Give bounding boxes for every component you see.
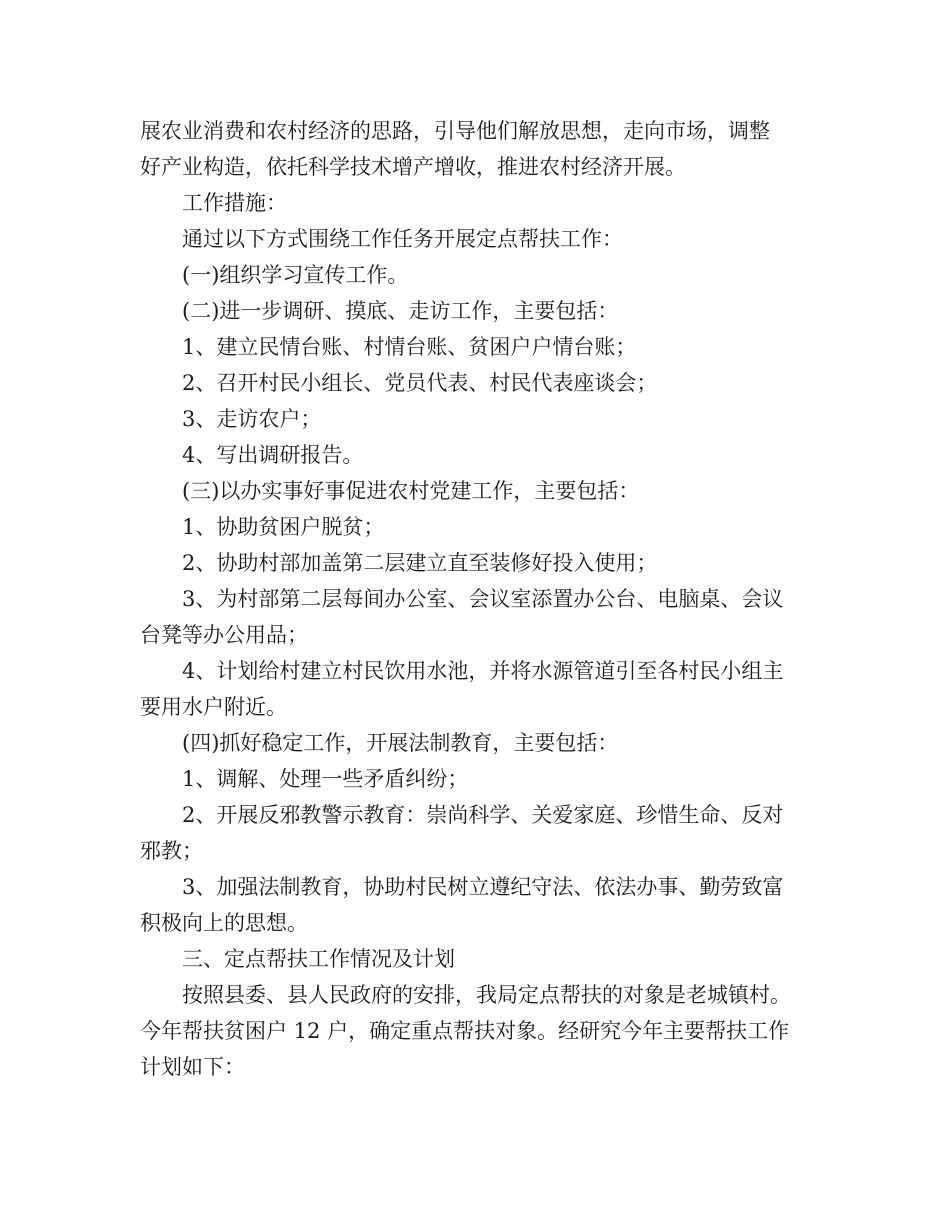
text-line-12: 1、协助贫困户脱贫；: [182, 515, 385, 539]
text-line-22: 3、加强法制教育，协助村民树立遵纪守法、依法办事、勤劳致富: [182, 875, 784, 899]
text-line-4: 通过以下方式围绕工作任务开展定点帮扶工作：: [182, 227, 623, 251]
text-line-3: 工作措施：: [182, 191, 287, 215]
text-line-8: 2、召开村民小组长、党员代表、村民代表座谈会；: [182, 371, 658, 395]
text-line-20: 2、开展反邪教警示教育：崇尚科学、关爱家庭、珍惜生命、反对: [182, 803, 784, 827]
text-line-5: (一)组织学习宣传工作。: [182, 263, 409, 287]
document-body: [140, 113, 820, 1085]
text-line-27: 计划如下：: [140, 1055, 245, 1079]
text-line-7: 1、建立民情台账、村情台账、贫困户户情台账；: [182, 335, 637, 359]
text-line-23: 积极向上的思想。: [140, 911, 308, 935]
text-line-2: 好产业构造，依托科学技术增产增收，推进农村经济开展。: [140, 155, 686, 179]
text-line-14: 3、为村部第二层每间办公室、会议室添置办公台、电脑桌、会议: [182, 587, 784, 611]
text-line-16: 4、计划给村建立村民饮用水池，并将水源管道引至各村民小组主: [182, 659, 784, 683]
text-line-11: (三)以办实事好事促进农村党建工作，主要包括：: [182, 479, 640, 503]
text-line-17: 要用水户附近。: [140, 695, 287, 719]
text-line-26: 今年帮扶贫困户 12 户，确定重点帮扶对象。经研究今年主要帮扶工作: [140, 1019, 790, 1043]
text-line-25: 按照县委、县人民政府的安排，我局定点帮扶的对象是老城镇村。: [182, 983, 791, 1007]
text-line-1: 展农业消费和农村经济的思路，引导他们解放思想，走向市场，调整: [140, 119, 770, 143]
text-line-15: 台凳等办公用品；: [140, 623, 308, 647]
text-line-19: 1、调解、处理一些矛盾纠纷；: [182, 767, 469, 791]
text-line-24: 三、定点帮扶工作情况及计划: [182, 947, 455, 971]
text-line-18: (四)抓好稳定工作，开展法制教育，主要包括：: [182, 731, 619, 755]
text-line-6: (二)进一步调研、摸底、走访工作，主要包括：: [182, 299, 619, 323]
text-line-13: 2、协助村部加盖第二层建立直至装修好投入使用；: [182, 551, 658, 575]
text-line-10: 4、写出调研报告。: [182, 443, 364, 467]
text-line-21: 邪教；: [140, 839, 203, 863]
text-line-9: 3、走访农户；: [182, 407, 322, 431]
